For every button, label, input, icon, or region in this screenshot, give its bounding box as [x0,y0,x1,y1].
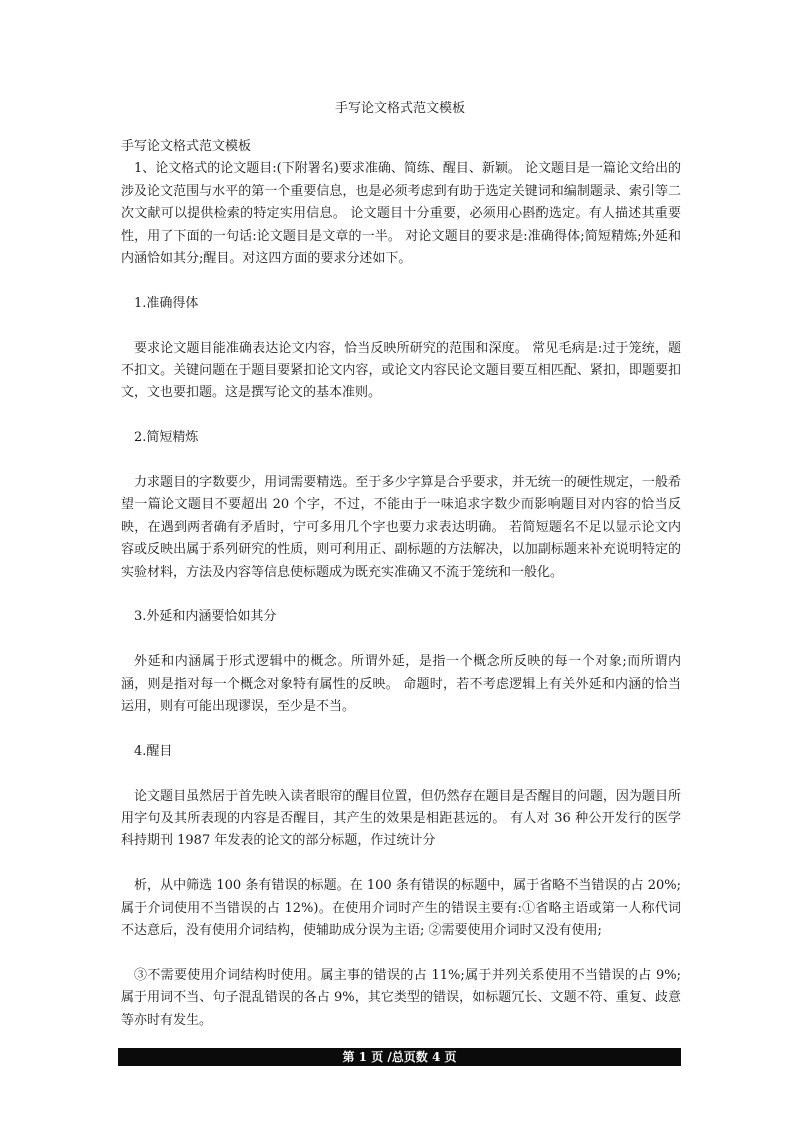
section-1-paragraph-1: 要求论文题目能准确表达论文内容，恰当反映所研究的范围和深度。 常见毛病是:过于笼统，题不扣文。关键问题在于题目要紧扣论文内容，或论文内容民论文题目要互相匹配、紧扣，即题要扣文，文也要扣题。这是撰写论文的基本准则。 [121,340,681,401]
section-heading-2: 2.简短精炼 [134,430,199,446]
section-heading-1: 1.准确得体 [134,295,199,311]
document-subtitle: 手写论文格式范文模板 [121,139,252,154]
section-2-paragraph-1: 力求题目的字数要少，用词需要精选。至于多少字算是合乎要求，并无统一的硬性规定，一般希望一篇论文题目不要超出 20 个字，不过，不能由于一味追求字数少而影响题目对内容的恰当反映，在遇到两者确有矛盾时，宁可多用几个字也要力求表达明确。 若简短题名不足以显示论文内容或反映出属于系列研究的性质，则可利用正、副标题的方法解决，以加副标题来补充说明特定的实验材料，方法及内容等信息使标题成为既充实准确又不流于笼统和一般化。 [121,475,681,580]
section-4-paragraph-2: 析，从中筛选 100 条有错误的标题。在 100 条有错误的标题中，属于省略不当错误的占 20%;属于介词使用不当错误的占 12%)。在使用介词时产生的错误主要有:①省略主语或第一人称代词不达意后，没有使用介词结构，使辅助成分误为主语; ②需要使用介词时又没有使用; [121,878,681,939]
section-heading-4: 4.醒目 [134,743,173,759]
intro-paragraph: 1、论文格式的论文题目:(下附署名)要求准确、简练、醒目、新颖。 论文题目是一篇论文给出的涉及论文范围与水平的第一个重要信息，也是必须考虑到有助于选定关键词和编制题录、索引等二次文献可以提供检索的特定实用信息。 论文题目十分重要，必须用心斟酌选定。有人描述其重要性，用了下面的一句话:论文题目是文章的一半。 对论文题目的要求是:准确得体;简短精炼;外延和内涵恰如其分;醒目。对这四方面的要求分述如下。 [121,161,681,267]
section-heading-3: 3.外延和内涵要恰如其分 [134,609,277,625]
document-body [121,136,681,1032]
document-title: 手写论文格式范文模板 [334,101,465,116]
page-footer: 第 1 页 /总页数 4 页 [118,1048,681,1066]
section-3-paragraph-1: 外延和内涵属于形式逻辑中的概念。所谓外延，是指一个概念所反映的每一个对象;而所谓内涵，则是指对每一个概念对象特有属性的反映。 命题时，若不考虑逻辑上有关外延和内涵的恰当运用，则有可能出现谬误，至少是不当。 [121,654,681,715]
section-4-paragraph-1: 论文题目虽然居于首先映入读者眼帘的醒目位置，但仍然存在题目是否醒目的问题，因为题目所用字句及其所表现的内容是否醒目，其产生的效果是相距甚远的。 有人对 36 种公开发行的医学科持期刊 1987 年发表的论文的部分标题，作过统计分 [121,788,681,849]
section-4-paragraph-3: ③不需要使用介词结构时使用。属主事的错误的占 11%;属于并列关系使用不当错误的占 9%;属于用词不当、句子混乱错误的各占 9%，其它类型的错误，如标题冗长、文题不符、重复、歧意等亦时有发生。 [121,967,681,1028]
